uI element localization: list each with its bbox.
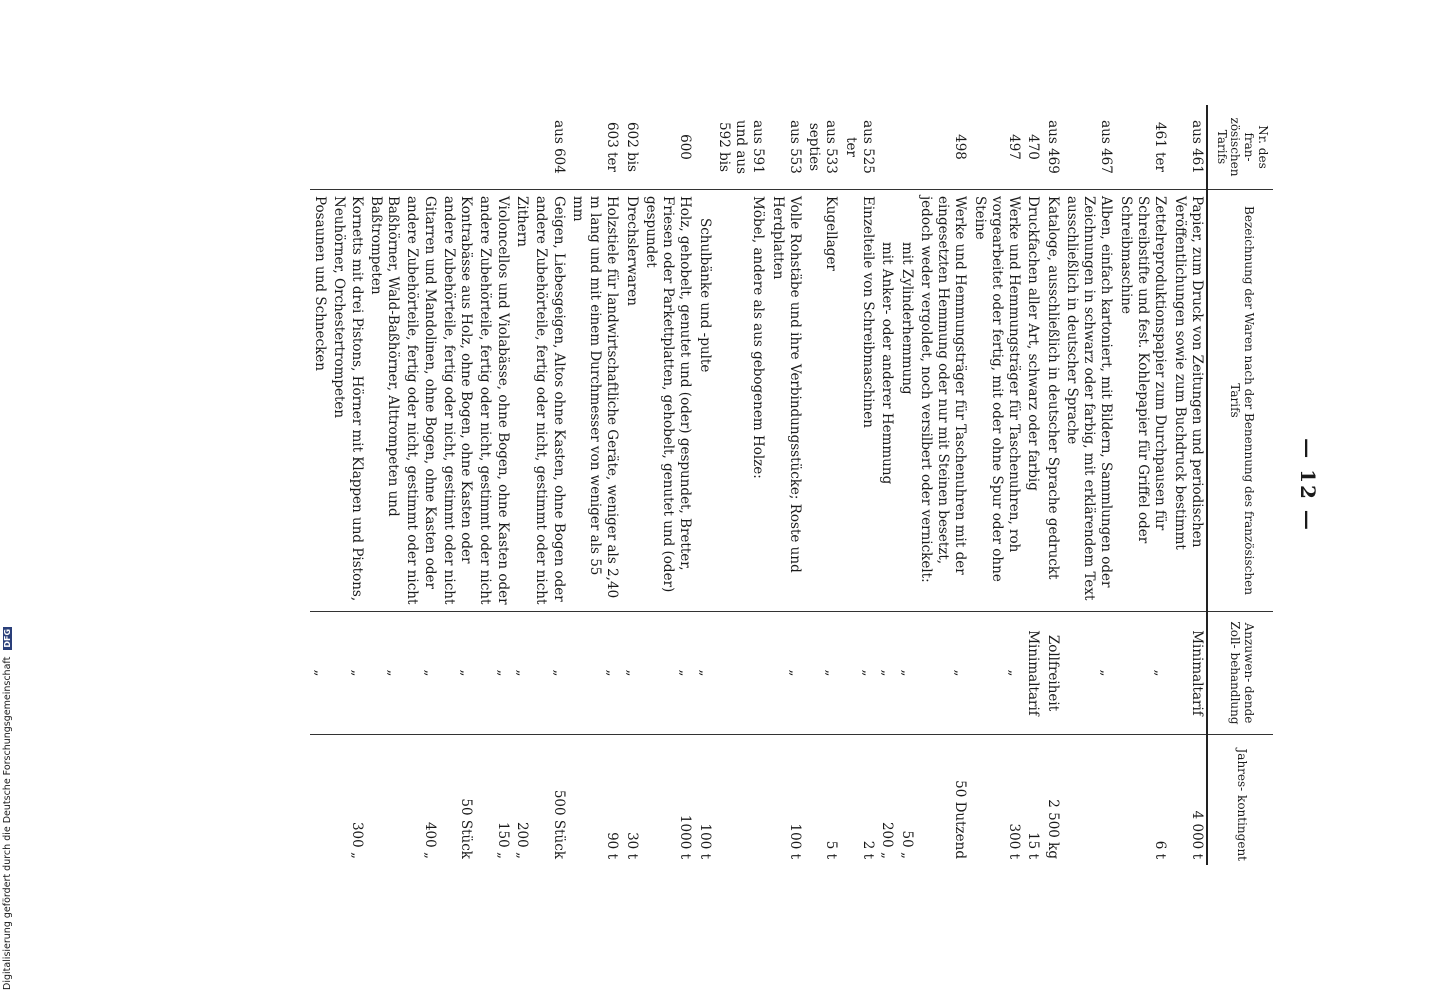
dfg-logo: DFG xyxy=(3,628,12,648)
tariff-treatment: „ xyxy=(1062,612,1116,735)
table-row xyxy=(329,105,366,865)
annual-quota xyxy=(366,735,403,866)
item-description: Holz, gehobelt, genutet und (oder) gespundet, Bretter, Friesen oder Parkettplatten, gehobelt, genutet und (oder) gespundet xyxy=(641,190,695,612)
item-description: Papier, zum Druck von Zeitungen und periodischen Veröffentlichungen sowie zum Buchdruck bestimmt xyxy=(1169,190,1207,612)
tariff-number: aus 469 xyxy=(1042,105,1061,190)
tariff-number: aus 553 xyxy=(767,105,804,190)
annual-quota: 300 t xyxy=(1006,823,1023,859)
tariff-number: aus 525 ter xyxy=(841,105,878,190)
item-description: Kornetts mit drei Pistons, Hörner mit Klappen und Pistons, Neuhörner, Orchestertrompeten xyxy=(329,190,366,612)
tariff-treatment: „ xyxy=(641,612,695,735)
annual-quota: 100 t xyxy=(786,823,803,859)
item-description: Kontrabässe aus Holz, ohne Bogen, ohne Kasten oder andere Zubehörteile, fertig oder nicht, gestimmt oder nicht xyxy=(439,190,476,612)
annual-quota: 30 t xyxy=(623,832,640,859)
annual-quota: 15 t xyxy=(1025,832,1042,859)
tariff-number: aus 604 xyxy=(531,105,568,190)
table-row xyxy=(694,105,713,865)
tariff-treatment: Minimaltarif xyxy=(1023,612,1042,735)
item-description: mit Zylinderhemmung xyxy=(896,190,915,612)
tariff-number: 600 xyxy=(641,105,695,190)
item-description: Zithern xyxy=(512,190,531,612)
annual-quota xyxy=(714,735,768,866)
table-row xyxy=(714,105,768,865)
item-description: Violoncellos und Violabässe, ohne Bogen, ohne Kasten oder andere Zubehörteile, fertig oder nicht, gestimmt oder nicht xyxy=(475,190,512,612)
tariff-number: aus 533 septies xyxy=(804,105,841,190)
item-description: Einzelteile von Schreibmaschinen xyxy=(841,190,878,612)
tariff-number xyxy=(512,105,531,190)
tariff-number: aus 591 und aus 592 bis xyxy=(714,105,768,190)
annual-quota: 4 000 t xyxy=(1188,810,1205,859)
header-quota: Jahres- kontingent xyxy=(1207,735,1273,866)
annual-quota: 200 „ xyxy=(513,821,530,859)
tariff-number: aus 467 xyxy=(1062,105,1116,190)
annual-quota: 50 Dutzend xyxy=(952,780,969,859)
table-row xyxy=(310,105,329,865)
tariff-treatment: „ xyxy=(916,612,970,735)
tariff-table xyxy=(310,105,1273,865)
table-row xyxy=(641,105,695,865)
tariff-treatment: „ xyxy=(841,612,878,735)
header-description: Bezeichnung der Waren nach der Benennung des französischen Tarifs xyxy=(1207,190,1273,612)
tariff-number xyxy=(329,105,366,190)
tariff-number xyxy=(310,105,329,190)
item-description: Kugellager xyxy=(804,190,841,612)
tariff-treatment: „ xyxy=(310,612,329,735)
annual-quota: 400 „ xyxy=(421,821,438,859)
table-row xyxy=(621,105,640,865)
tariff-number: aus 461 xyxy=(1169,105,1207,190)
tariff-treatment: „ xyxy=(694,612,713,735)
tariff-treatment: „ xyxy=(475,612,512,735)
table-row xyxy=(1115,105,1169,865)
table-row xyxy=(1042,105,1061,865)
funding-note xyxy=(2,627,13,990)
annual-quota: 5 t xyxy=(823,840,840,859)
tariff-number: 603 ter xyxy=(568,105,622,190)
annual-quota: 2 500 kg xyxy=(1044,799,1061,859)
tariff-treatment xyxy=(714,612,768,735)
tariff-treatment: „ xyxy=(621,612,640,735)
table-row xyxy=(916,105,970,865)
item-description: Volle Rohstäbe und ihre Verbindungsstücke; Roste und Herdplatten xyxy=(767,190,804,612)
table-row xyxy=(1062,105,1116,865)
item-description: Drechslerwaren xyxy=(621,190,640,612)
item-description: Werke und Hemmungsträger für Taschenuhren, roh vorgearbeitet oder fertig, mit oder ohne Spur oder ohne Steine xyxy=(969,190,1023,612)
page-number: — 12 — xyxy=(1296,438,1320,532)
header-nr: Nr. des fran- zösischen Tarifs xyxy=(1207,105,1273,190)
tariff-number xyxy=(402,105,439,190)
tariff-treatment: „ xyxy=(877,612,896,735)
table-row xyxy=(568,105,622,865)
tariff-treatment: „ xyxy=(804,612,841,735)
tariff-treatment: Zollfreiheit xyxy=(1042,612,1061,735)
item-description: Zettelreproduktionspapier zum Durchpausen für Schreibstifte und fest. Kohlepapier für Griffel oder Schreibmaschine xyxy=(1115,190,1169,612)
tariff-number: 498 xyxy=(916,105,970,190)
tariff-number: 461 ter xyxy=(1115,105,1169,190)
tariff-treatment: „ xyxy=(1115,612,1169,735)
table-row xyxy=(531,105,568,865)
table-row xyxy=(767,105,804,865)
annual-quota: 50 Stück xyxy=(458,798,475,859)
item-description: Holzstiele für landwirtschaftliche Geräte, weniger als 2,40 m lang und mit einem Durchmesser von weniger als 55 mm xyxy=(568,190,622,612)
annual-quota: 50 „ xyxy=(898,830,915,859)
table-row xyxy=(877,105,896,865)
item-description: Werke und Hemmungsträger für Taschenuhren mit der eingesetzten Hemmung oder nur mit Steinen besetzt, jedoch weder vergoldet, noch versilbert oder vernickelt: xyxy=(916,190,970,612)
annual-quota: 2 t xyxy=(860,840,877,859)
table-row xyxy=(439,105,476,865)
tariff-treatment: „ xyxy=(969,612,1023,735)
annual-quota xyxy=(310,735,329,866)
tariff-treatment: „ xyxy=(329,612,366,735)
item-description: Druckfachen aller Art, schwarz oder farbig xyxy=(1023,190,1042,612)
annual-quota: 100 t xyxy=(696,823,713,859)
tariff-treatment: „ xyxy=(568,612,622,735)
tariff-number xyxy=(877,105,896,190)
annual-quota: 200 „ xyxy=(879,821,896,859)
annual-quota: 90 t xyxy=(604,832,621,859)
table-header-row xyxy=(1207,105,1273,865)
table-body xyxy=(310,105,1207,865)
table-row xyxy=(1169,105,1207,865)
annual-quota: 150 „ xyxy=(494,821,511,859)
item-description: Geigen, Liebesgeigen, Altos ohne Kasten, ohne Bogen oder andere Zubehörteile, fertig oder nicht, gestimmt oder nicht xyxy=(531,190,568,612)
tariff-number xyxy=(366,105,403,190)
item-description: Schulbänke und -pulte xyxy=(694,190,713,612)
rotated-document-page xyxy=(200,105,1328,905)
tariff-treatment: „ xyxy=(402,612,439,735)
item-description: Posaunen und Schnecken xyxy=(310,190,329,612)
tariff-number: 470 xyxy=(1023,105,1042,190)
tariff-treatment: „ xyxy=(439,612,476,735)
item-description: Gitarren und Mandolinen, ohne Bogen, ohne Kasten oder andere Zubehörteile, fertig oder nicht, gestimmt oder nicht xyxy=(402,190,439,612)
annual-quota xyxy=(1062,735,1116,866)
table-row xyxy=(841,105,878,865)
table-row xyxy=(1023,105,1042,865)
table-row xyxy=(896,105,915,865)
tariff-number xyxy=(896,105,915,190)
tariff-treatment: „ xyxy=(896,612,915,735)
tariff-treatment: „ xyxy=(512,612,531,735)
item-description: Möbel, andere als aus gebogenem Holze: xyxy=(714,190,768,612)
header-treatment: Anzuwen- dende Zoll- behandlung xyxy=(1207,612,1273,735)
funding-note-text: Digitalisierung gefördert durch die Deutsche Forschungsgemeinschaft xyxy=(2,656,13,990)
annual-quota: 300 „ xyxy=(348,821,365,859)
table-row xyxy=(804,105,841,865)
table-row xyxy=(366,105,403,865)
item-description: Alben, einfach kartoniert, mit Bildern, Sammlungen oder Zeichnungen in schwarz oder farbig, mit erklärendem Text ausschließlich in deutscher Sprache xyxy=(1062,190,1116,612)
tariff-treatment: „ xyxy=(366,612,403,735)
table-row xyxy=(512,105,531,865)
tariff-number xyxy=(475,105,512,190)
tariff-number: 602 bis xyxy=(621,105,640,190)
table-row xyxy=(969,105,1023,865)
annual-quota: 6 t xyxy=(1152,840,1169,859)
item-description: Kataloge, ausschließlich in deutscher Sprache gedruckt xyxy=(1042,190,1061,612)
tariff-treatment: „ xyxy=(767,612,804,735)
tariff-treatment: „ xyxy=(531,612,568,735)
tariff-treatment: Minimaltarif xyxy=(1169,612,1207,735)
annual-quota: 500 Stück xyxy=(550,789,567,859)
tariff-number: 497 xyxy=(969,105,1023,190)
table-row xyxy=(475,105,512,865)
item-description: mit Anker- oder anderer Hemmung xyxy=(877,190,896,612)
table-row xyxy=(402,105,439,865)
annual-quota: 1000 t xyxy=(677,814,694,859)
item-description: Baßhörner, Wald-Baßhörner, Alttrompeten und Baßtrompeten xyxy=(366,190,403,612)
tariff-number xyxy=(439,105,476,190)
tariff-number xyxy=(694,105,713,190)
